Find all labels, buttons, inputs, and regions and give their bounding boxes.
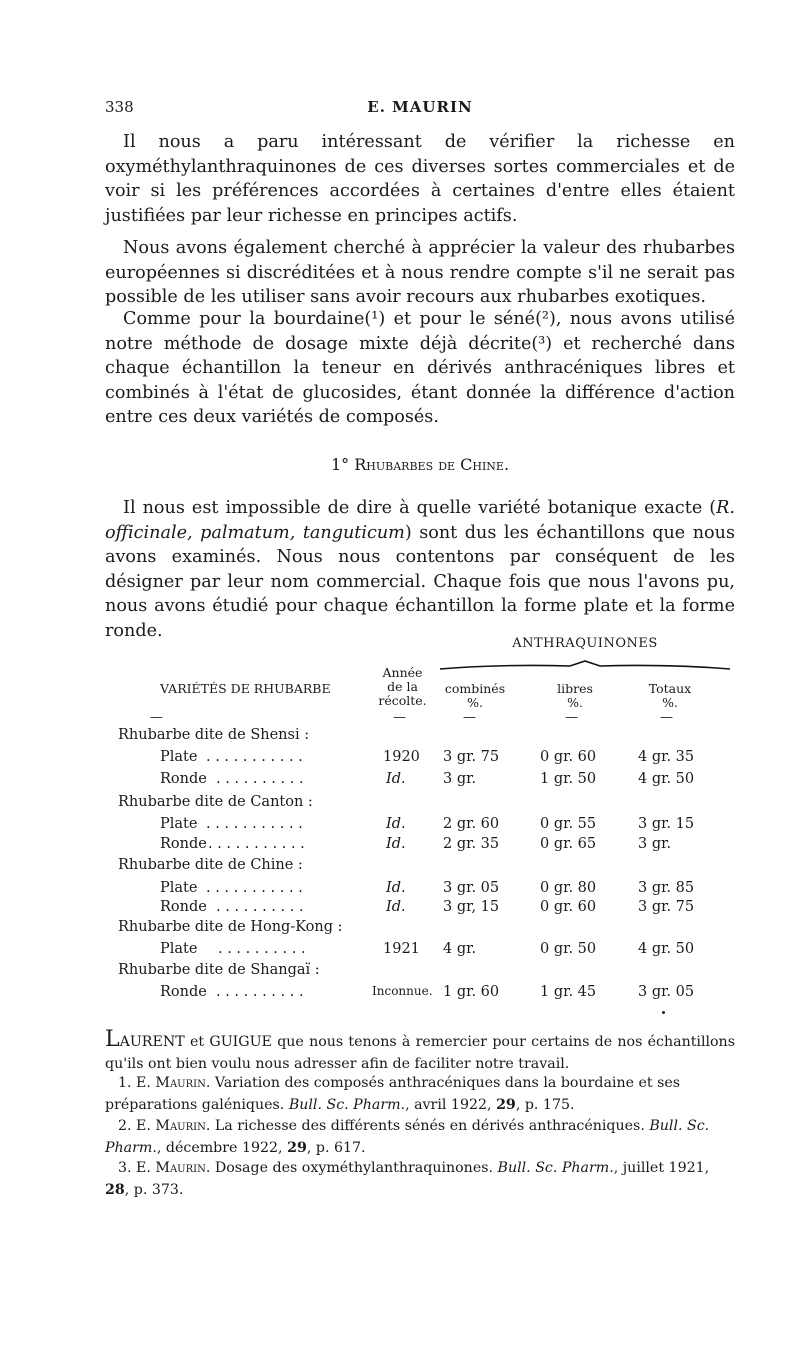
group-label: Rhubarbe dite de Shensi : [118,727,310,743]
paragraph-3 [105,307,735,430]
table-group-header: ANTHRAQUINONES [512,636,658,651]
row-name: Ronde [160,836,207,852]
footnote-author: E. Maurin [136,1075,206,1091]
footnote-text: . Dosage des oxyméthylanthraquinones. [205,1160,498,1176]
header-dash-year: — [393,710,406,725]
row-year: Inconnue. [372,984,433,998]
table-group-row [0,919,800,941]
footnote-1 [105,1073,735,1116]
table-group-row [0,857,800,879]
section-title: Rhubarbes de Chine. [354,455,510,474]
paragraph-1-text: Il nous a paru intéressant de vérifier la richesse en oxyméthylanthraquinones de ces diverses sortes commerciales et de voir si les préférences accordées à certaines d'entre elles étaient justifiées par leur richesse en principes actifs. [105,132,735,226]
column-header-variety: VARIÉTÉS DE RHUBARBE [160,681,331,696]
footnote-2 [105,1116,735,1159]
row-libres: 1 gr. 45 [540,984,597,1000]
group-label: Rhubarbe dite de Shangaï : [118,962,320,978]
row-libres: 0 gr. 60 [540,749,597,765]
row-year: Id. [386,836,406,852]
row-combines: 3 gr. 05 [443,880,500,896]
footnote-text: . Variation des composés anthracéniques dans la bourdaine et ses préparations galéniques. [105,1075,681,1113]
row-totaux: 3 gr. 75 [638,899,695,915]
row-totaux: 3 gr. 15 [638,816,695,832]
footnote-text: . La richesse des différents sénés en dérivés anthracéniques. [205,1118,650,1134]
row-libres: 0 gr. 65 [540,836,597,852]
footnote-number: 3. [118,1160,137,1176]
row-leader: . . . . . . . . . . . [206,816,303,832]
footnote-journal: Bull. Sc. Pharm. [288,1096,406,1113]
paragraph-4-after: ) sont dus les échantillons que nous avons examinés. Nous nous contentons par conséquent de les désigner par leur nom commercial. Chaque fois que nous l'avons pu, nous avons étudié pour chaque échantillon la forme plate et la forme ronde. [105,522,735,641]
acknowledgement-name-1: AURENT [119,1034,185,1050]
group-label: Rhubarbe dite de Chine : [118,857,303,873]
footnote-volume: 29 [496,1096,516,1113]
totaux-header-label: Totaux [648,681,692,696]
page-number: 338 [105,98,134,116]
footnote-date: , avril 1922, [405,1096,497,1113]
row-totaux: 4 gr. 50 [638,771,695,787]
row-leader: . . . . . . . . . . . [206,880,303,896]
paragraph-3-text: Comme pour la bourdaine(¹) et pour le séné(²), nous avons utilisé notre méthode de dosage mixte déjà décrite(³) et recherché dans chaque échantillon la teneur en dérivés anthracéniques libres et combinés à l'état de glucosides, étant donnée la différence d'action entre ces deux variétés de composés. [105,309,735,428]
row-name: Plate [160,749,198,765]
acknowledgement-initial: L [105,1027,120,1052]
row-year: Id. [386,771,406,787]
footnote-3 [105,1158,735,1201]
group-label: Rhubarbe dite de Hong-Kong : [118,919,343,935]
combines-header-unit: %. [467,695,483,710]
row-libres: 1 gr. 50 [540,771,597,787]
footnote-page: , p. 175. [515,1096,575,1113]
row-combines: 3 gr. 75 [443,749,500,765]
row-combines: 4 gr. [443,941,477,957]
running-title: E. MAURIN [367,98,473,116]
totaux-header-unit: %. [662,695,678,710]
row-leader: . . . . . . . . . . [216,771,304,787]
row-totaux: 3 gr. 85 [638,880,695,896]
paragraph-4-before: Il nous est impossible de dire à quelle variété botanique exacte ( [123,498,717,518]
acknowledgement-name-2: GUIGUE [209,1034,272,1050]
column-header-totaux [630,682,710,710]
row-leader: . . . . . . . . . . [216,984,304,1000]
libres-header-label: libres [557,681,593,696]
column-header-combines [435,682,515,710]
header-dash-combines: — [463,710,476,725]
acknowledgement-and: et [190,1034,205,1050]
footnote-date: , juillet 1921, [613,1160,710,1176]
row-combines: 3 gr, 15 [443,899,500,915]
header-dash-totaux: — [660,710,673,725]
footnote-journal: Bull. Sc. Pharm. [105,1118,710,1156]
row-name: Ronde [160,899,207,915]
row-libres: 0 gr. 50 [540,941,597,957]
row-combines: 2 gr. 35 [443,836,500,852]
row-leader: . . . . . . . . . . . [208,836,305,852]
table-row [0,984,800,1006]
combines-header-label: combinés [444,681,506,696]
table-group-row [0,794,800,816]
row-year: Id. [386,816,406,832]
column-header-year [375,666,430,708]
section-number: 1° [330,455,350,474]
table-group-row [0,727,800,749]
row-leader: . . . . . . . . . . [216,899,304,915]
row-leader: . . . . . . . . . . . [206,749,303,765]
header-dash-variety: — [150,710,163,725]
year-header-line-1: Année [382,665,423,680]
row-totaux: 4 gr. 50 [638,941,695,957]
footnote-volume: 28 [105,1181,125,1198]
table-row [0,749,800,771]
row-name: Ronde [160,771,207,787]
row-name: Plate [160,816,198,832]
table-row [0,941,800,963]
footnote-author: E. Maurin [136,1118,206,1134]
footnote-volume: 29 [287,1139,307,1156]
row-libres: 0 gr. 60 [540,899,597,915]
row-combines: 3 gr. [443,771,477,787]
footnote-page: , p. 617. [306,1139,366,1156]
paragraph-4-species: R. officinale, palmatum, tanguticum [105,498,735,543]
row-combines: 2 gr. 60 [443,816,500,832]
row-libres: 0 gr. 55 [540,816,597,832]
group-label: Rhubarbe dite de Canton : [118,794,313,810]
row-year: 1921 [383,941,420,957]
row-totaux: 3 gr. [638,836,672,852]
row-libres: 0 gr. 80 [540,880,597,896]
table-row [0,899,800,921]
section-heading [105,455,735,474]
row-name: Plate [160,880,198,896]
row-year: Id. [386,880,406,896]
row-totaux: 3 gr. 05 [638,984,695,1000]
footnote-number: 1. [118,1075,137,1091]
running-header [105,98,735,122]
row-name: Ronde [160,984,207,1000]
acknowledgement [105,1027,735,1075]
footnote-date: , décembre 1922, [156,1139,288,1156]
table-group-row [0,962,800,984]
footnote-number: 2. [118,1118,137,1134]
row-year: Id. [386,899,406,915]
row-totaux: 4 gr. 35 [638,749,695,765]
table-row [0,771,800,793]
paragraph-2 [105,236,735,310]
column-header-libres [535,682,615,710]
footnote-page: , p. 373. [124,1181,184,1198]
table-row [0,836,800,858]
libres-header-unit: %. [567,695,583,710]
row-year: 1920 [383,749,420,765]
year-header-line-3: récolte. [378,693,427,708]
row-name: Plate [160,941,198,957]
acknowledgement-text: que nous tenons à remercier pour certains de nos échantillons qu'ils ont bien voulu nous adresser afin de faciliter notre travail. [105,1034,735,1072]
paragraph-4 [105,496,735,644]
row-combines: 1 gr. 60 [443,984,500,1000]
paragraph-1 [105,130,735,228]
header-dash-libres: — [565,710,578,725]
table-row [0,816,800,838]
paragraph-2-text: Nous avons également cherché à apprécier la valeur des rhubarbes européennes si discréditées et à nous rendre compte s'il ne serait pas possible de les utiliser sans avoir recours aux rhubarbes exotiques. [105,238,735,308]
footnote-author: E. Maurin [136,1160,206,1176]
year-header-line-2: de la [387,679,418,694]
footnote-journal: Bull. Sc. Pharm. [497,1160,614,1176]
row-leader: . . . . . . . . . . [218,941,306,957]
stray-dot [662,1011,665,1014]
table-brace [440,660,730,672]
